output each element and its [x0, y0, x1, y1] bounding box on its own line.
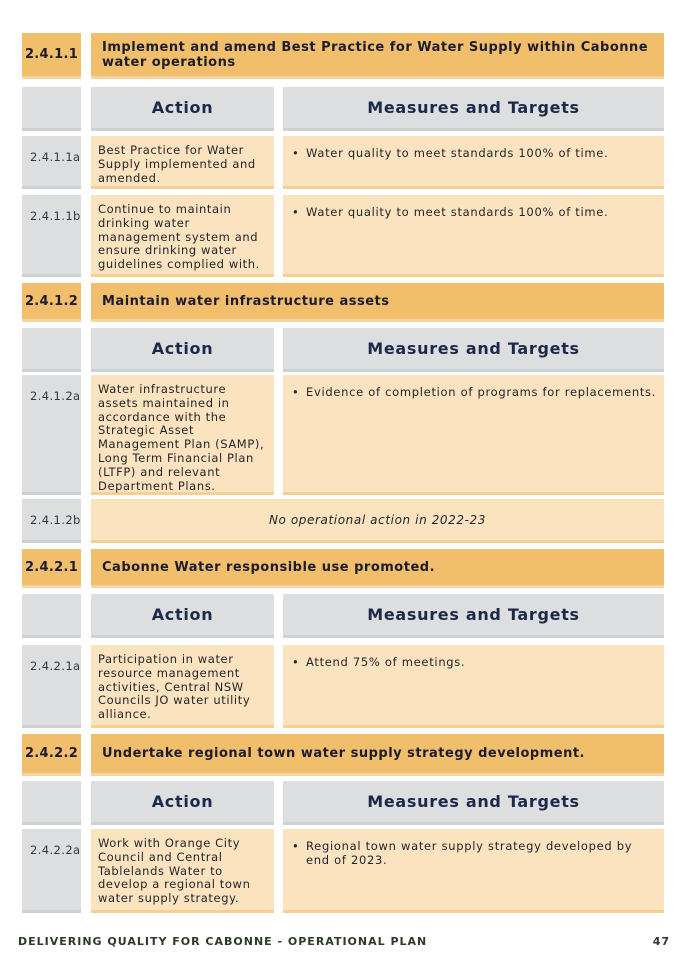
- section-code: 2.4.2.2: [22, 734, 81, 776]
- row-code: 2.4.1.2a: [22, 375, 81, 495]
- action-text: Continue to maintain drinking water management system and ensure drinking water guidelines complied with.: [91, 195, 274, 277]
- measures-list: [283, 375, 664, 495]
- section-code: 2.4.1.1: [22, 33, 81, 79]
- measures-header: Measures and Targets: [283, 328, 664, 372]
- section-title: Maintain water infrastructure assets: [91, 283, 664, 322]
- action-header: Action: [91, 781, 274, 825]
- measure-item: • Water quality to meet standards 100% of time.: [306, 206, 658, 220]
- measure-item: • Attend 75% of meetings.: [306, 656, 658, 670]
- measures-header: Measures and Targets: [283, 594, 664, 638]
- row-code: 2.4.1.2b: [22, 499, 81, 543]
- action-text: Work with Orange City Council and Central Tablelands Water to develop a regional town water supply strategy.: [91, 829, 274, 913]
- row-code: 2.4.2.2a: [22, 829, 81, 913]
- action-header: Action: [91, 594, 274, 638]
- measures-list: [283, 645, 664, 728]
- row-code: 2.4.1.1b: [22, 195, 81, 277]
- measures-header: Measures and Targets: [283, 781, 664, 825]
- measure-item: • Evidence of completion of programs for replacements.: [306, 386, 658, 400]
- action-text: Water infrastructure assets maintained in accordance with the Strategic Asset Management Plan (SAMP), Long Term Financial Plan (LTFP) and relevant Department Plans.: [91, 375, 274, 495]
- measures-list: [283, 829, 664, 913]
- section-code: 2.4.1.2: [22, 283, 81, 322]
- header-blank: [22, 781, 81, 825]
- action-text: Participation in water resource management activities, Central NSW Councils JO water utility alliance.: [91, 645, 274, 728]
- section-title: Implement and amend Best Practice for Water Supply within Cabonne water operations: [91, 33, 664, 79]
- action-header: Action: [91, 328, 274, 372]
- page-number: 47: [652, 935, 670, 948]
- header-blank: [22, 87, 81, 131]
- section-code: 2.4.2.1: [22, 549, 81, 588]
- measures-header: Measures and Targets: [283, 87, 664, 131]
- section-title: Cabonne Water responsible use promoted.: [91, 549, 664, 588]
- measures-list: [283, 195, 664, 277]
- row-code: 2.4.2.1a: [22, 645, 81, 728]
- measures-list: [283, 136, 664, 189]
- measure-item: • Water quality to meet standards 100% of time.: [306, 147, 658, 161]
- header-blank: [22, 328, 81, 372]
- row-code: 2.4.1.1a: [22, 136, 81, 189]
- header-blank: [22, 594, 81, 638]
- footer-title: DELIVERING QUALITY FOR CABONNE - OPERATIONAL PLAN: [18, 935, 428, 948]
- section-title: Undertake regional town water supply strategy development.: [91, 734, 664, 776]
- action-header: Action: [91, 87, 274, 131]
- action-text: Best Practice for Water Supply implemented and amended.: [91, 136, 274, 189]
- no-action-note: No operational action in 2022-23: [91, 499, 664, 543]
- measure-item: • Regional town water supply strategy developed by end of 2023.: [306, 840, 658, 868]
